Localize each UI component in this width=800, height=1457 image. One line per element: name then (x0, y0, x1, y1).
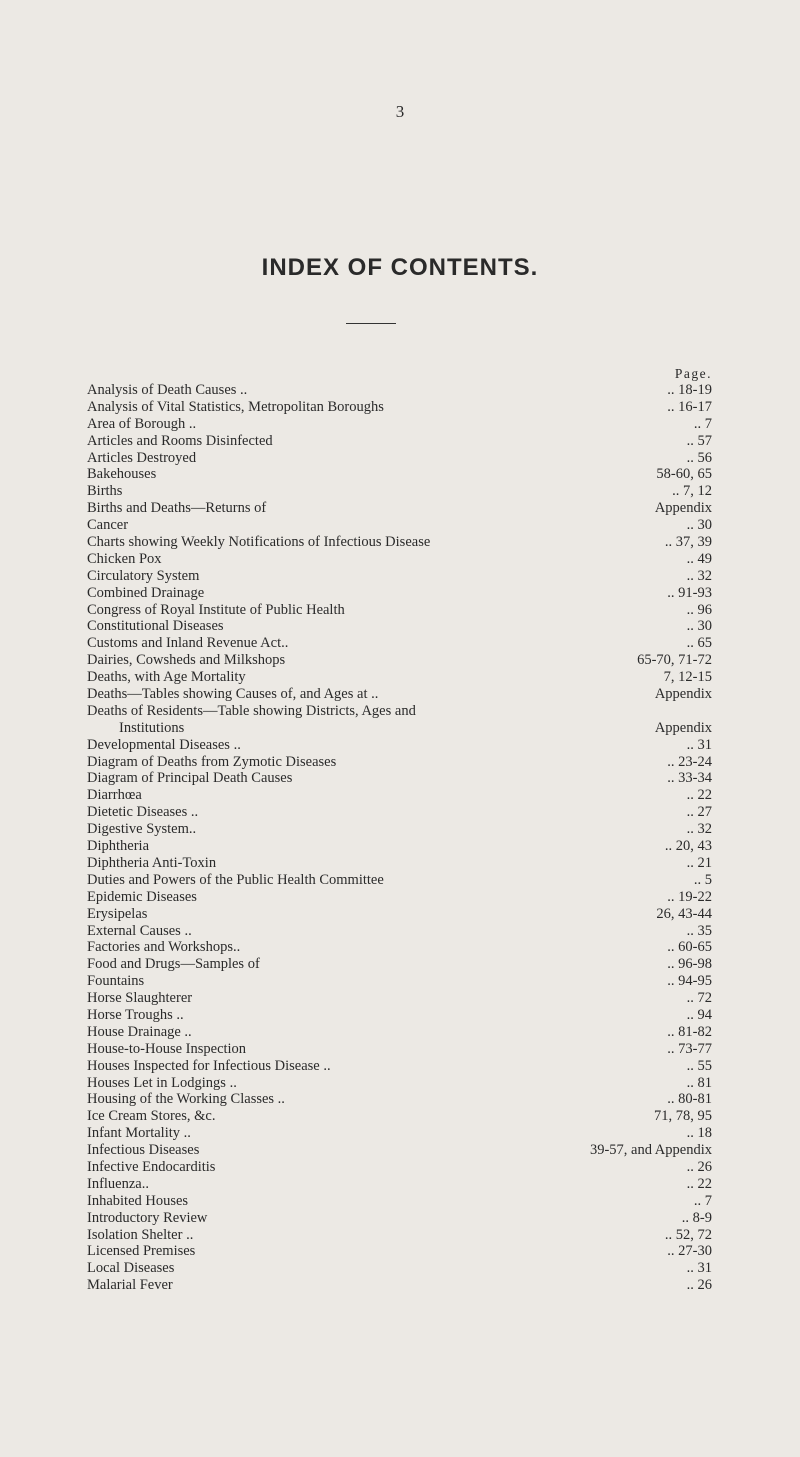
index-entry (87, 703, 712, 720)
entry-page-ref: .. 94 (686, 1006, 712, 1023)
index-entry (87, 1193, 712, 1210)
entry-page-ref: .. 91-93 (667, 584, 712, 601)
index-entry (87, 500, 712, 517)
index-entry (87, 906, 712, 923)
index-entry (87, 720, 712, 737)
index-entry (87, 669, 712, 686)
index-entry (87, 652, 712, 669)
index-entry (87, 956, 712, 973)
index-entry (87, 466, 712, 483)
entry-label: Cancer (87, 517, 129, 534)
entry-page-ref: .. 26 (686, 1277, 712, 1294)
entry-page-ref: .. 22 (686, 787, 712, 804)
entry-label: Deaths of Residents—Table showing Districts, Ages and (87, 702, 416, 719)
entry-page-ref: .. 8-9 (681, 1209, 712, 1226)
entry-label: Duties and Powers of the Public Health Committee (87, 871, 384, 888)
entry-page-ref: .. 32 (686, 821, 712, 838)
index-entry (87, 754, 712, 771)
entry-label: Horse Troughs .. (87, 1006, 184, 1023)
index-entry (87, 939, 712, 956)
entry-label: Developmental Diseases .. (87, 736, 241, 753)
index-entry (87, 737, 712, 754)
index-entry (87, 1243, 712, 1260)
index-entry (87, 872, 712, 889)
entry-label: Charts showing Weekly Notifications of Infectious Disease (87, 534, 431, 551)
entry-page-ref: 39-57, and Appendix (589, 1142, 712, 1159)
entry-page-ref: .. 55 (686, 1057, 712, 1074)
entry-label: House-to-House Inspection (87, 1040, 247, 1057)
entry-page-ref: .. 80-81 (667, 1091, 712, 1108)
entry-label: Introductory Review (87, 1209, 208, 1226)
entry-label: Houses Let in Lodgings .. (87, 1074, 237, 1091)
entry-page-ref: .. 32 (686, 567, 712, 584)
entry-label: Malarial Fever (87, 1277, 173, 1294)
entry-page-ref: .. 22 (686, 1175, 712, 1192)
entry-page-ref: .. 31 (686, 1260, 712, 1277)
index-entry (87, 1007, 712, 1024)
index-entry (87, 686, 712, 703)
index-entry (87, 517, 712, 534)
entry-label: Diagram of Principal Death Causes (87, 770, 293, 787)
entry-page-ref: .. 16-17 (667, 398, 712, 415)
index-entry (87, 534, 712, 551)
entry-label: Births (87, 483, 123, 500)
index-entry (87, 1210, 712, 1227)
index-entry (87, 450, 712, 467)
entry-label: Deaths—Tables showing Causes of, and Ages at .. (87, 686, 379, 703)
entry-page-ref: .. 33-34 (667, 770, 712, 787)
entry-label: Dairies, Cowsheds and Milkshops (87, 652, 286, 669)
entry-label: Digestive System.. (87, 821, 197, 838)
entry-page-ref: .. 31 (686, 736, 712, 753)
entry-page-ref: 26, 43-44 (656, 905, 712, 922)
index-entry (87, 889, 712, 906)
entry-page-ref: .. 96-98 (667, 956, 712, 973)
entry-page-ref: .. 72 (686, 990, 712, 1007)
entry-label: Food and Drugs—Samples of (87, 956, 260, 973)
entry-page-ref: .. 21 (686, 854, 712, 871)
page-column-header: Page. (674, 366, 712, 381)
index-entry (87, 618, 712, 635)
entry-label: Epidemic Diseases (87, 888, 197, 905)
index-entry (87, 1277, 712, 1294)
entry-label: Customs and Inland Revenue Act.. (87, 635, 289, 652)
entry-page-ref: .. 81 (686, 1074, 712, 1091)
entry-label: Isolation Shelter .. (87, 1226, 194, 1243)
entry-page-ref: 58-60, 65 (656, 466, 712, 483)
entry-page-ref: .. 49 (686, 550, 712, 567)
entry-page-ref: .. 18 (686, 1125, 712, 1142)
index-entry (87, 1142, 712, 1159)
entry-label: Housing of the Working Classes .. (87, 1091, 285, 1108)
entry-page-ref: .. 60-65 (667, 939, 712, 956)
entry-page-ref: Appendix (654, 500, 712, 517)
index-entry (87, 416, 712, 433)
index-entry (87, 770, 712, 787)
index-entry (87, 551, 712, 568)
index-entry (87, 1024, 712, 1041)
entry-label: Articles Destroyed (87, 449, 197, 466)
entry-page-ref: .. 5 (693, 871, 712, 888)
entry-label: Combined Drainage (87, 584, 205, 601)
index-entry (87, 635, 712, 652)
index-entry (87, 568, 712, 585)
index-entry (87, 1260, 712, 1277)
entry-page-ref: 7, 12-15 (663, 669, 712, 686)
entry-label: Infectious Diseases (87, 1142, 200, 1159)
entry-label: Constitutional Diseases (87, 618, 224, 635)
entry-page-ref: .. 27 (686, 804, 712, 821)
entry-page-ref: .. 26 (686, 1158, 712, 1175)
entry-page-ref: .. 19-22 (667, 888, 712, 905)
entry-page-ref: .. 81-82 (667, 1023, 712, 1040)
entry-page-ref: Appendix (654, 686, 712, 703)
entry-label: Factories and Workshops.. (87, 939, 241, 956)
index-entry (87, 821, 712, 838)
index-entry (87, 602, 712, 619)
entry-label: Local Diseases (87, 1260, 175, 1277)
index-entry (87, 585, 712, 602)
entry-label: Infective Endocarditis (87, 1158, 216, 1175)
entry-page-ref: .. 57 (686, 432, 712, 449)
entry-page-ref: .. 27-30 (667, 1243, 712, 1260)
entry-label: Analysis of Death Causes .. (87, 382, 248, 398)
index-list (87, 382, 712, 1294)
entry-label: Chicken Pox (87, 550, 162, 567)
entry-label: Circulatory System (87, 567, 200, 584)
index-entry (87, 382, 712, 399)
entry-label: Ice Cream Stores, &c. (87, 1108, 216, 1125)
index-entry (87, 1176, 712, 1193)
entry-page-ref: .. 7, 12 (672, 483, 712, 500)
entry-page-ref: .. 37, 39 (664, 534, 712, 551)
entry-label: House Drainage .. (87, 1023, 192, 1040)
entry-label: External Causes .. (87, 922, 192, 939)
entry-page-ref: .. 7 (693, 1192, 712, 1209)
index-entry (87, 1091, 712, 1108)
entry-page-ref: 65-70, 71-72 (637, 652, 712, 669)
entry-label: Diagram of Deaths from Zymotic Diseases (87, 753, 337, 770)
entry-page-ref: .. 94-95 (667, 973, 712, 990)
entry-page-ref: .. 73-77 (667, 1040, 712, 1057)
index-entry (87, 787, 712, 804)
entry-label: Infant Mortality .. (87, 1125, 191, 1142)
index-entry (87, 855, 712, 872)
index-entry (87, 973, 712, 990)
index-entry (87, 923, 712, 940)
index-entry (87, 804, 712, 821)
entry-label: Influenza.. (87, 1175, 149, 1192)
entry-page-ref: .. 35 (686, 922, 712, 939)
index-entry (87, 1125, 712, 1142)
entry-page-ref: .. 30 (686, 517, 712, 534)
entry-label: Dietetic Diseases .. (87, 804, 199, 821)
entry-page-ref: Appendix (654, 719, 712, 736)
entry-label: Analysis of Vital Statistics, Metropolitan Boroughs (87, 398, 384, 415)
index-entry (87, 399, 712, 416)
entry-label: Area of Borough .. (87, 415, 197, 432)
entry-page-ref: .. 52, 72 (664, 1226, 712, 1243)
entry-label: Diarrhœa (87, 787, 142, 804)
index-entry (87, 838, 712, 855)
index-entry (87, 990, 712, 1007)
page-title: INDEX OF CONTENTS. (261, 254, 539, 281)
index-entry (87, 1227, 712, 1244)
entry-label: Institutions (119, 719, 185, 736)
index-entry (87, 1159, 712, 1176)
index-entry (87, 1075, 712, 1092)
entry-page-ref: .. 23-24 (667, 753, 712, 770)
index-entry (87, 1108, 712, 1125)
entry-page-ref: .. 96 (686, 601, 712, 618)
entry-label: Fountains (87, 973, 145, 990)
entry-page-ref: 71, 78, 95 (654, 1108, 712, 1125)
entry-label: Bakehouses (87, 466, 157, 483)
entry-label: Deaths, with Age Mortality (87, 669, 246, 686)
entry-label: Diphtheria Anti-Toxin (87, 854, 217, 871)
entry-label: Articles and Rooms Disinfected (87, 432, 273, 449)
entry-label: Diphtheria (87, 838, 150, 855)
index-entry (87, 1041, 712, 1058)
entry-label: Congress of Royal Institute of Public Health (87, 601, 345, 618)
entry-page-ref: .. 7 (693, 415, 712, 432)
page-number: 3 (395, 102, 405, 121)
index-entry (87, 1058, 712, 1075)
entry-page-ref: .. 56 (686, 449, 712, 466)
entry-label: Licensed Premises (87, 1243, 196, 1260)
entry-label: Inhabited Houses (87, 1192, 189, 1209)
entry-label: Houses Inspected for Infectious Disease .. (87, 1057, 331, 1074)
entry-page-ref: .. 30 (686, 618, 712, 635)
entry-label: Births and Deaths—Returns of (87, 500, 267, 517)
entry-label: Erysipelas (87, 905, 148, 922)
entry-label: Horse Slaughterer (87, 990, 193, 1007)
title-rule (346, 323, 396, 324)
entry-page-ref: .. 20, 43 (664, 838, 712, 855)
index-entry (87, 483, 712, 500)
entry-page-ref: .. 18-19 (667, 382, 712, 398)
index-entry (87, 433, 712, 450)
entry-page-ref: .. 65 (686, 635, 712, 652)
